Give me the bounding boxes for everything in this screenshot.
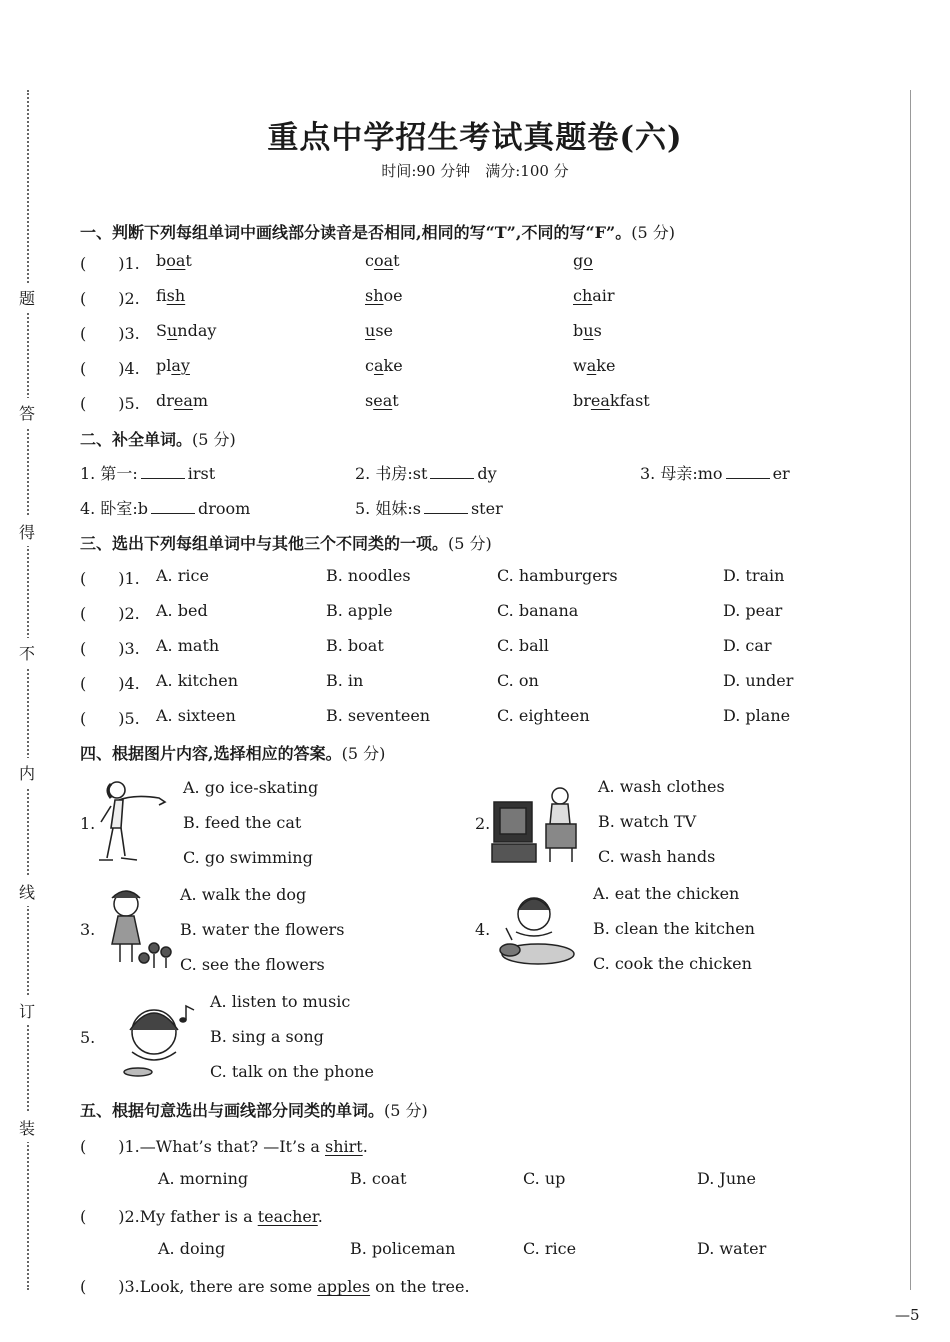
- s1-item-num: ( )4.: [80, 359, 140, 378]
- s4-option: A. listen to music: [210, 992, 351, 1011]
- s3-option-b: B. noodles: [326, 566, 411, 585]
- s1-word: breakfast: [573, 391, 650, 410]
- binding-char: 不: [19, 638, 35, 667]
- s3-option-d: D. car: [723, 636, 772, 655]
- answer-blank[interactable]: [726, 466, 770, 479]
- s5-question: ( )1.—What’s that? —It’s a shirt.: [80, 1137, 368, 1156]
- s5-option-b: B. coat: [350, 1169, 407, 1188]
- s1-word: cake: [365, 356, 403, 375]
- section-3-title: 三、选出下列每组单词中与其他三个不同类的一项。(5 分): [80, 534, 492, 553]
- s4-group-num: 1.: [80, 814, 96, 833]
- boy-eating-chicken-illustration: [494, 888, 586, 972]
- s4-option: B. watch TV: [598, 812, 697, 831]
- s5-option-a: A. doing: [158, 1239, 226, 1258]
- s3-option-a: A. kitchen: [156, 671, 239, 690]
- s3-option-b: B. boat: [326, 636, 384, 655]
- exam-info: 时间:90 分钟 满分:100 分: [381, 162, 569, 180]
- s3-option-b: B. apple: [326, 601, 393, 620]
- s3-item-num: ( )5.: [80, 709, 140, 728]
- s3-option-d: D. train: [723, 566, 785, 585]
- s3-option-a: A. sixteen: [156, 706, 236, 725]
- binding-dotted-line: [27, 90, 29, 1290]
- s1-word: coat: [365, 251, 400, 270]
- s1-word: fish: [156, 286, 186, 305]
- s1-word: boat: [156, 251, 192, 270]
- s2-item: 1. 第一: irst: [80, 464, 216, 483]
- boy-watching-tv-illustration: [490, 778, 582, 870]
- s3-item-num: ( )2.: [80, 604, 140, 623]
- s4-option: C. cook the chicken: [593, 954, 752, 973]
- s3-option-d: D. under: [723, 671, 794, 690]
- section-1-title: 一、判断下列每组单词中画线部分读音是否相同,相同的写“T”,不同的写“F”。(5 分): [80, 223, 675, 242]
- binding-char: 题: [19, 283, 35, 312]
- s4-option: C. see the flowers: [180, 955, 325, 974]
- s3-option-d: D. plane: [723, 706, 791, 725]
- s3-option-c: C. ball: [497, 636, 549, 655]
- s5-option-a: A. morning: [158, 1169, 249, 1188]
- s1-word: wake: [573, 356, 616, 375]
- binding-char: 线: [19, 877, 35, 906]
- s5-option-d: D. water: [697, 1239, 767, 1258]
- s4-option: A. go ice-skating: [183, 778, 319, 797]
- s1-word: Sunday: [156, 321, 217, 340]
- s4-group-num: 2.: [475, 814, 491, 833]
- section-5-title: 五、根据句意选出与画线部分同类的单词。(5 分): [80, 1101, 428, 1120]
- s1-word: bus: [573, 321, 602, 340]
- s1-word: dream: [156, 391, 209, 410]
- s3-option-c: C. on: [497, 671, 539, 690]
- s5-question: ( )2.My father is a teacher.: [80, 1207, 323, 1226]
- s4-group-num: 3.: [80, 920, 96, 939]
- s3-item-num: ( )3.: [80, 639, 140, 658]
- s3-option-c: C. eighteen: [497, 706, 590, 725]
- s4-option: B. water the flowers: [180, 920, 345, 939]
- s3-option-b: B. seventeen: [326, 706, 431, 725]
- binding-char: 得: [19, 517, 35, 546]
- s4-option: B. sing a song: [210, 1027, 324, 1046]
- answer-blank[interactable]: [141, 466, 185, 479]
- s4-option: B. clean the kitchen: [593, 919, 755, 938]
- s4-option: C. talk on the phone: [210, 1062, 374, 1081]
- answer-blank[interactable]: [151, 501, 195, 514]
- s2-item: 3. 母亲:mo er: [640, 464, 790, 483]
- s4-group-num: 5.: [80, 1028, 96, 1047]
- s1-word: go: [573, 251, 593, 270]
- page-number: —5: [895, 1306, 920, 1324]
- s3-item-num: ( )1.: [80, 569, 140, 588]
- answer-blank[interactable]: [424, 501, 468, 514]
- s3-option-a: A. bed: [156, 601, 208, 620]
- s3-option-a: A. math: [156, 636, 220, 655]
- section-4-title: 四、根据图片内容,选择相应的答案。(5 分): [80, 744, 386, 763]
- s4-option: A. eat the chicken: [593, 884, 740, 903]
- s4-group-num: 4.: [475, 920, 491, 939]
- section-2-title: 二、补全单词。(5 分): [80, 430, 236, 449]
- s3-option-b: B. in: [326, 671, 364, 690]
- s1-word: play: [156, 356, 190, 375]
- s4-option: A. wash clothes: [598, 777, 725, 796]
- s4-option: A. walk the dog: [180, 885, 307, 904]
- page-title: 重点中学招生考试真题卷(六): [267, 120, 683, 156]
- s5-question: ( )3.Look, there are some apples on the tree.: [80, 1277, 470, 1296]
- s4-option: C. wash hands: [598, 847, 716, 866]
- s3-option-c: C. banana: [497, 601, 579, 620]
- binding-char: 答: [19, 398, 35, 427]
- girl-watering-flowers-illustration: [100, 888, 180, 972]
- s1-item-num: ( )2.: [80, 289, 140, 308]
- binding-char: 装: [19, 1113, 35, 1142]
- s1-word: use: [365, 321, 393, 340]
- s5-option-c: C. up: [523, 1169, 566, 1188]
- ice-skater-illustration: [93, 776, 185, 868]
- s2-item: 4. 卧室:b droom: [80, 499, 251, 518]
- s5-option-b: B. policeman: [350, 1239, 456, 1258]
- s1-item-num: ( )5.: [80, 394, 140, 413]
- s4-option: B. feed the cat: [183, 813, 302, 832]
- s4-option: C. go swimming: [183, 848, 313, 867]
- s2-item: 5. 姐妹:s ster: [355, 499, 503, 518]
- s5-option-d: D. June: [697, 1169, 756, 1188]
- s3-option-c: C. hamburgers: [497, 566, 618, 585]
- binding-char: 内: [19, 758, 35, 787]
- answer-blank[interactable]: [430, 466, 474, 479]
- s1-word: seat: [365, 391, 399, 410]
- girl-listening-music-illustration: [110, 1000, 204, 1080]
- right-edge-line: [910, 90, 911, 1290]
- s3-option-a: A. rice: [156, 566, 209, 585]
- s2-item: 2. 书房:st dy: [355, 464, 497, 483]
- s1-word: chair: [573, 286, 615, 305]
- s3-item-num: ( )4.: [80, 674, 140, 693]
- binding-char: 订: [19, 996, 35, 1025]
- s5-option-c: C. rice: [523, 1239, 577, 1258]
- s1-word: shoe: [365, 286, 403, 305]
- s3-option-d: D. pear: [723, 601, 783, 620]
- s1-item-num: ( )3.: [80, 324, 140, 343]
- s1-item-num: ( )1.: [80, 254, 140, 273]
